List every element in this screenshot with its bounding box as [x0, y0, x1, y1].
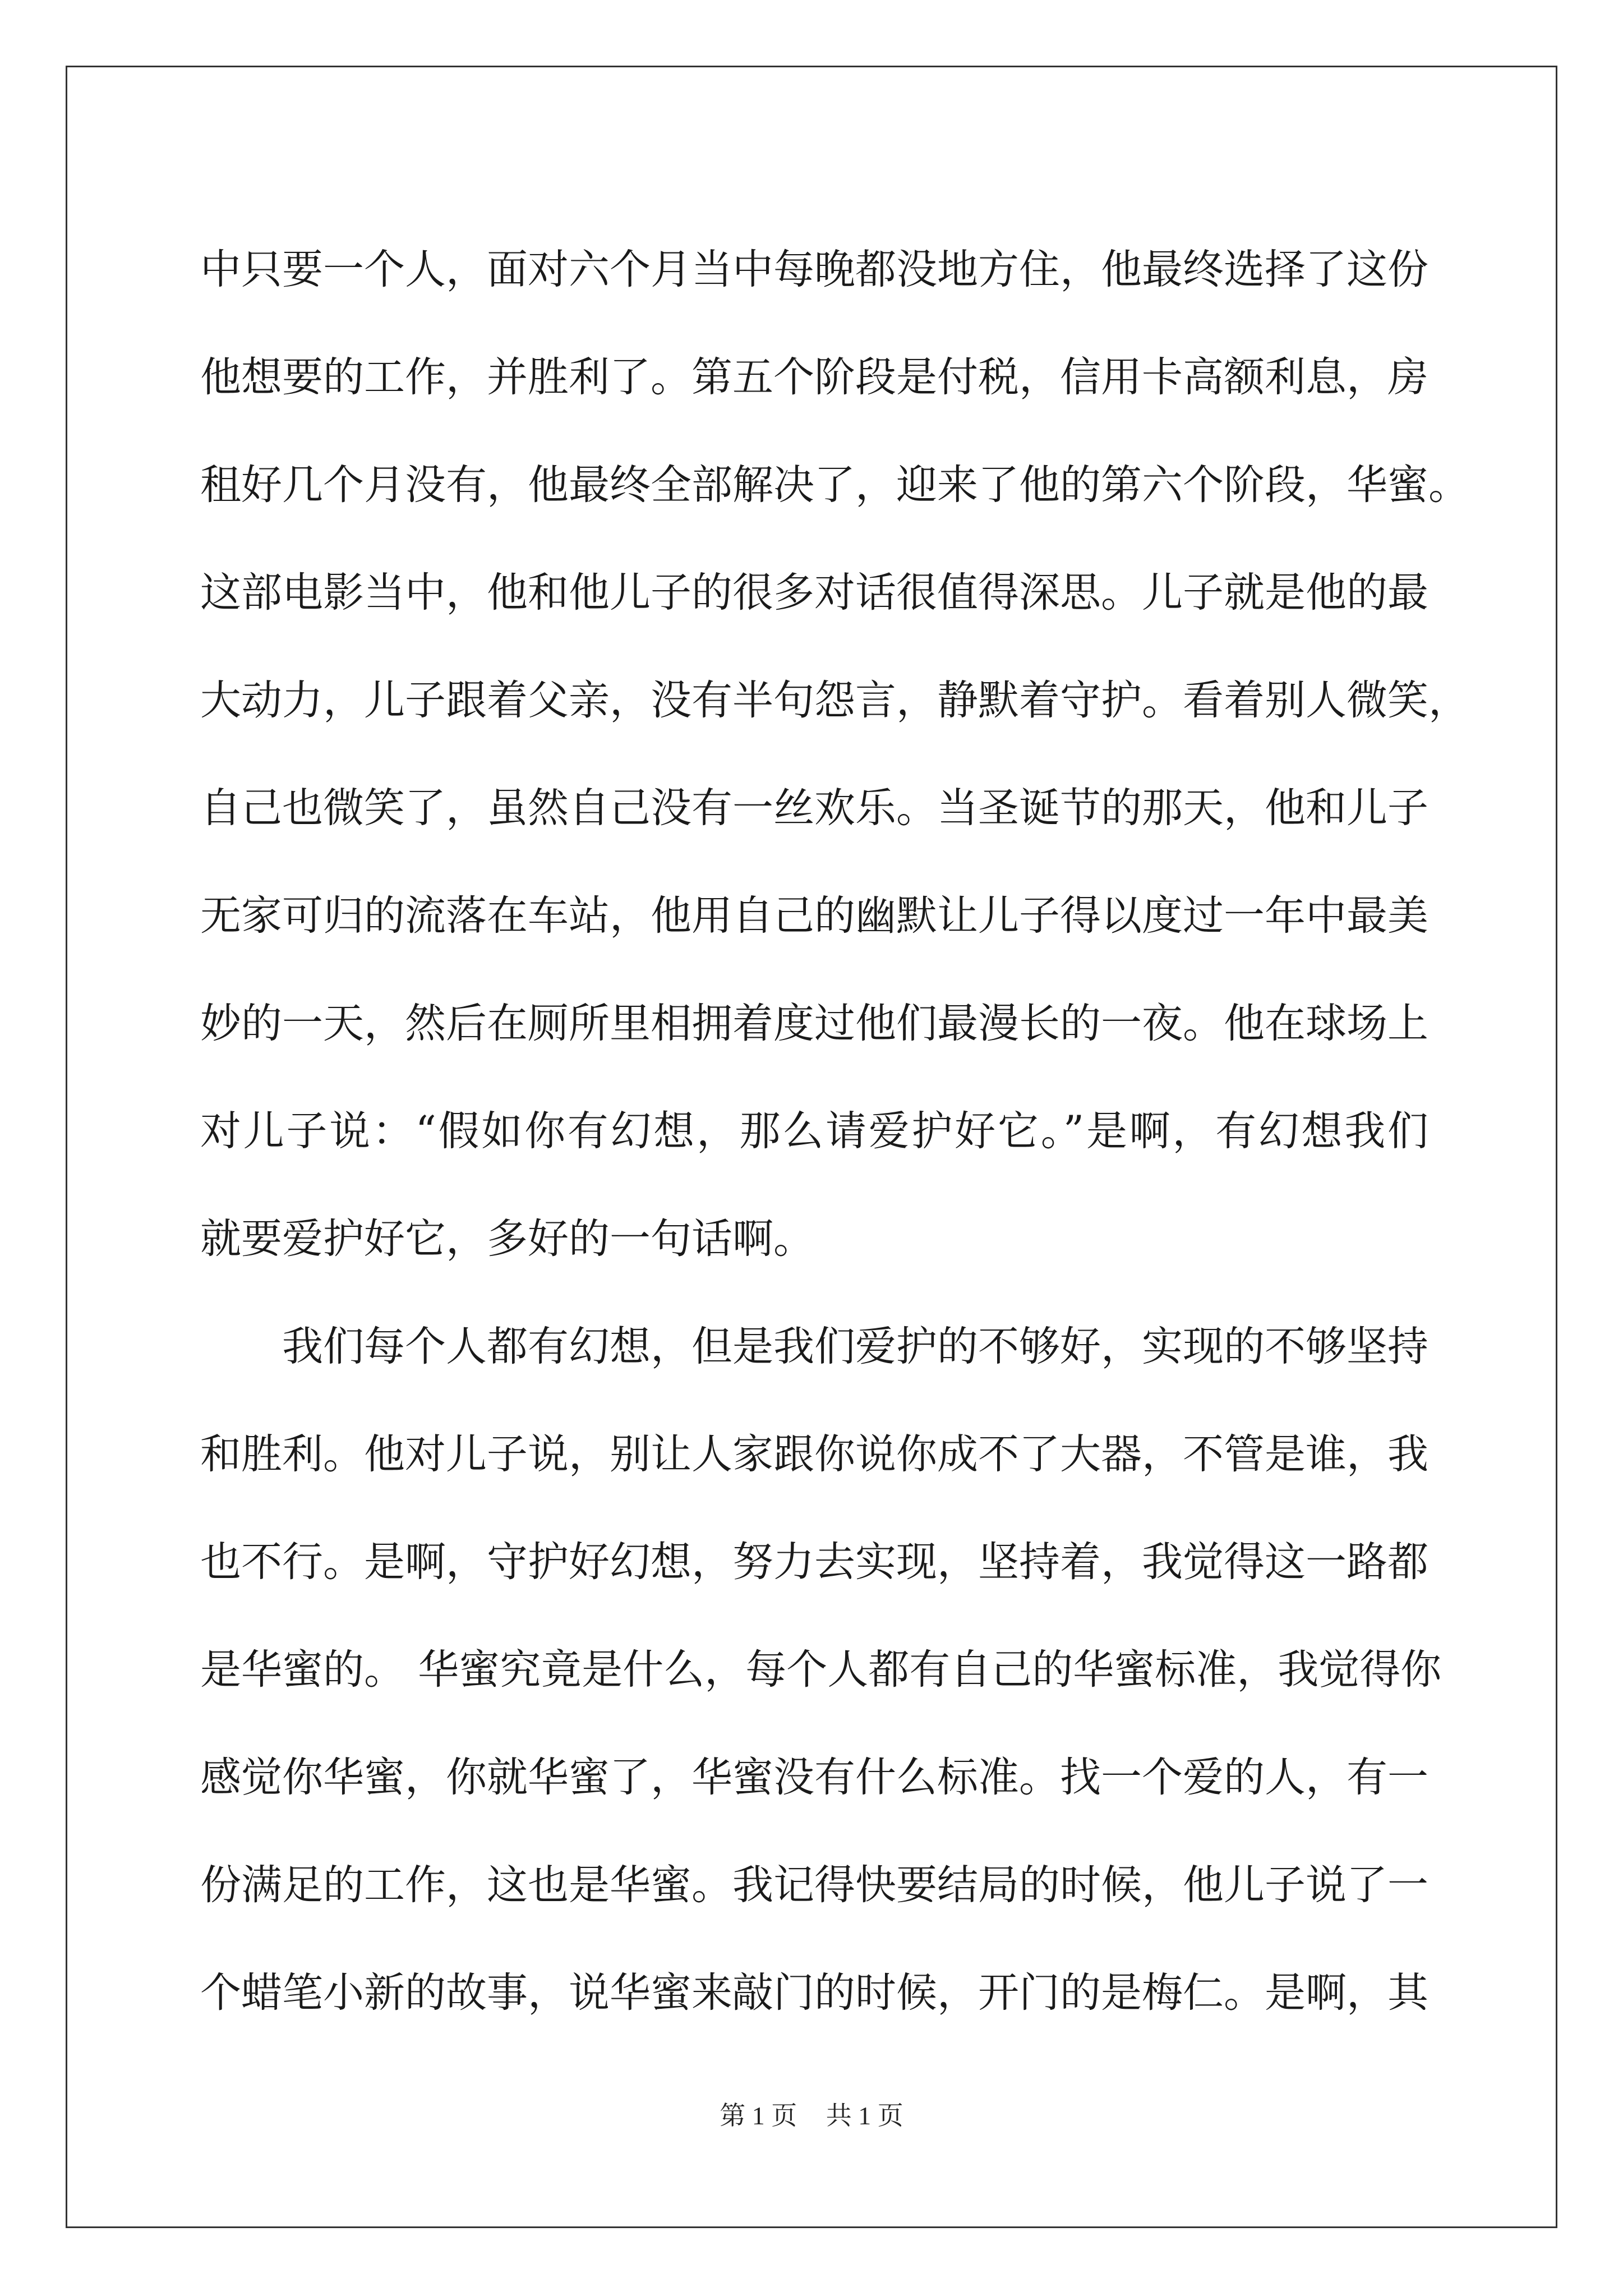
text-line: 对儿子说：“假如你有幻想，那么请爱护好它。”是啊，有幻想我们 — [200, 1107, 1428, 1155]
text-line: 份满足的工作，这也是华蜜。我记得快要结局的时候，他儿子说了一 — [200, 1861, 1428, 1909]
text-line: 妙的一天，然后在厕所里相拥着度过他们最漫长的一夜。他在球场上 — [200, 1000, 1428, 1047]
text-line: 中只要一个人，面对六个月当中每晚都没地方住，他最终选择了这份 — [200, 246, 1428, 293]
text-line: 我们每个人都有幻想，但是我们爱护的不够好，实现的不够坚持 — [282, 1323, 1428, 1370]
text-line: 就要爱护好它，多好的一句话啊。 — [200, 1215, 814, 1263]
text-line: 租好几个月没有，他最终全部解决了，迎来了他的第六个阶段，华蜜。 — [200, 461, 1469, 509]
text-line: 感觉你华蜜，你就华蜜了，华蜜没有什么标准。找一个爱的人，有一 — [200, 1754, 1428, 1801]
page-footer — [0, 2099, 1623, 2133]
page-number: 第 1 页 — [720, 2101, 797, 2130]
text-line: 无家可归的流落在车站，他用自己的幽默让儿子得以度过一年中最美 — [200, 892, 1428, 940]
paragraph-2 — [200, 1293, 1442, 2047]
text-line: 自己也微笑了，虽然自己没有一丝欢乐。当圣诞节的那天，他和儿子 — [200, 784, 1428, 832]
paragraph-1 — [200, 216, 1469, 1293]
text-line: 和胜利。他对儿子说，别让人家跟你说你成不了大器，不管是谁，我 — [200, 1430, 1428, 1478]
text-line: 这部电影当中，他和他儿子的很多对话很值得深思。儿子就是他的最 — [200, 569, 1428, 616]
page-total: 共 1 页 — [826, 2101, 903, 2130]
text-line: 是华蜜的。 华蜜究竟是什么，每个人都有自己的华蜜标准，我觉得你 — [200, 1646, 1442, 1694]
text-line: 个蜡笔小新的故事，说华蜜来敲门的时候，开门的是梅仁。是啊，其 — [200, 1969, 1428, 2017]
text-line: 他想要的工作，并胜利了。第五个阶段是付税，信用卡高额利息，房 — [200, 353, 1428, 401]
document-body — [200, 216, 1469, 2047]
text-line: 也不行。是啊，守护好幻想，努力去实现，坚持着，我觉得这一路都 — [200, 1538, 1428, 1586]
text-line: 大动力，儿子跟着父亲，没有半句怨言，静默着守护。看着别人微笑， — [200, 677, 1469, 724]
